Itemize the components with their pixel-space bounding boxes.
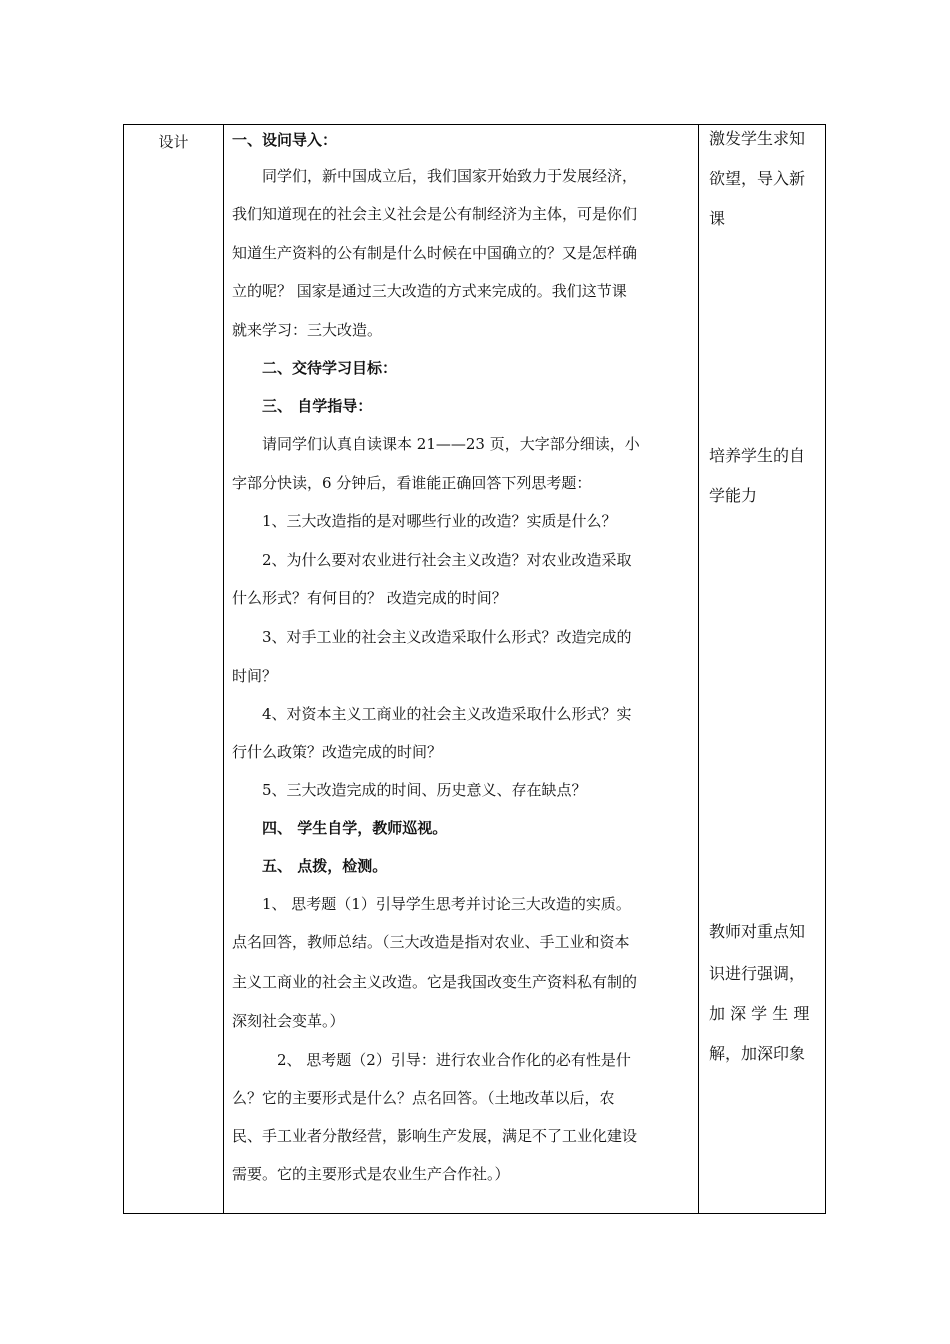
column-divider <box>223 125 224 1213</box>
body-line: 点名回答，教师总结。（三大改造是指对农业、手工业和资本 <box>232 933 630 951</box>
body-line: 1、三大改造指的是对哪些行业的改造？实质是什么？ <box>262 512 617 530</box>
body-line: 知道生产资料的公有制是什么时候在中国确立的？又是怎样确 <box>232 244 638 262</box>
note-line: 教师对重点知 <box>709 922 806 941</box>
body-line: 3、对手工业的社会主义改造采取什么形式？改造完成的 <box>262 628 632 646</box>
note-line: 学能力 <box>709 486 758 505</box>
note-line: 欲望，导入新 <box>709 169 806 188</box>
section-heading: 一、设问导入： <box>232 131 338 149</box>
body-line: 我们知道现在的社会主义社会是公有制经济为主体，可是你们 <box>232 205 638 223</box>
note-line: 课 <box>709 209 726 228</box>
note-line: 识进行强调， <box>709 964 806 983</box>
body-line: 么？它的主要形式是什么？点名回答。（土地改革以后，农 <box>232 1089 615 1107</box>
body-line: 时间？ <box>232 667 278 685</box>
section-label: 设计 <box>158 133 189 151</box>
note-line: 培养学生的自 <box>709 446 806 465</box>
section-heading: 五、 点拨，检测。 <box>262 857 388 875</box>
body-line: 民、手工业者分散经营，影响生产发展，满足不了工业化建设 <box>232 1127 638 1145</box>
section-heading: 三、 自学指导： <box>262 397 373 415</box>
body-line: 就来学习：三大改造。 <box>232 321 383 339</box>
body-line: 同学们，新中国成立后，我们国家开始致力于发展经济， <box>262 167 638 185</box>
section-heading: 四、 学生自学，教师巡视。 <box>262 819 448 837</box>
body-line: 4、对资本主义工商业的社会主义改造采取什么形式？实 <box>262 705 632 723</box>
note-line: 解，加深印象 <box>709 1044 806 1063</box>
body-line: 立的呢？ 国家是通过三大改造的方式来完成的。我们这节课 <box>232 282 627 300</box>
body-line: 需要。它的主要形式是农业生产合作社。） <box>232 1165 510 1183</box>
body-line: 字部分快读，6 分钟后，看谁能正确回答下列思考题： <box>232 474 592 492</box>
note-line: 激发学生求知 <box>709 129 806 148</box>
lesson-design-table <box>123 124 826 1214</box>
body-line: 什么形式？有何目的？ 改造完成的时间？ <box>232 589 507 607</box>
body-line: 2、为什么要对农业进行社会主义改造？对农业改造采取 <box>262 551 632 569</box>
body-line: 1、 思考题（1）引导学生思考并讨论三大改造的实质。 <box>262 895 631 913</box>
note-line: 加 深 学 生 理 <box>709 1004 810 1023</box>
body-line: 深刻社会变革。） <box>232 1012 345 1030</box>
body-line: 行什么政策？改造完成的时间？ <box>232 743 443 761</box>
body-line: 请同学们认真自读课本 21——23 页，大字部分细读，小 <box>262 435 640 453</box>
section-heading: 二、交待学习目标： <box>262 359 398 377</box>
body-line: 主义工商业的社会主义改造。它是我国改变生产资料私有制的 <box>232 973 638 991</box>
column-divider <box>698 125 699 1213</box>
body-line: 2、 思考题（2）引导：进行农业合作化的必有性是什 <box>277 1051 631 1069</box>
body-line: 5、三大改造完成的时间、历史意义、存在缺点？ <box>262 781 587 799</box>
